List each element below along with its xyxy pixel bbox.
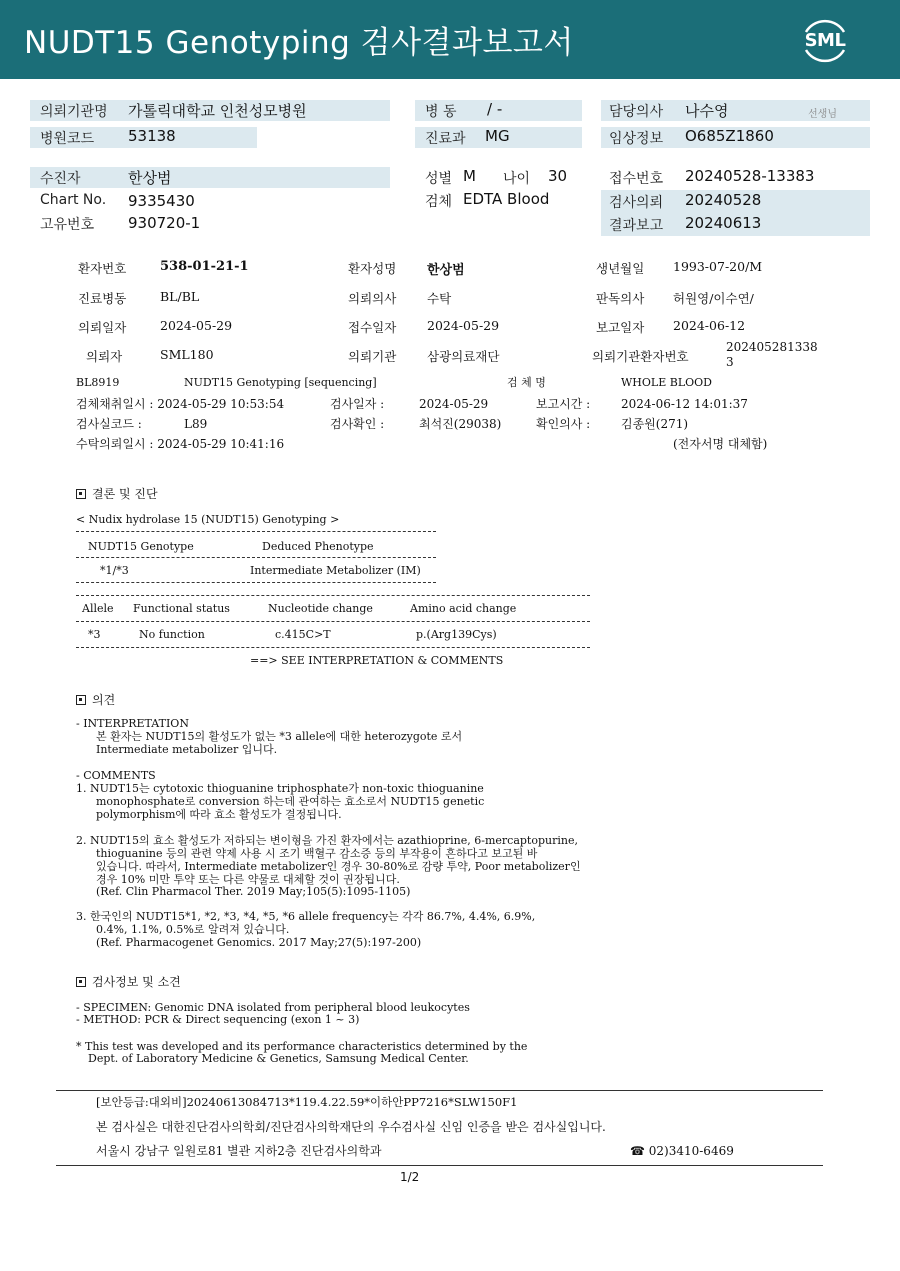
functional-cell: No function: [139, 628, 205, 641]
req-org-label: 의뢰기관명: [40, 104, 108, 120]
doctor-value: 나수영: [685, 102, 729, 120]
clinical-label: 임상정보: [609, 131, 664, 147]
comment-line: 3. 한국인의 NUDT15*1, *2, *3, *4, *5, *6 allele frequency는 각각 86.7%, 4.4%, 6.9%,: [76, 910, 536, 923]
disclaimer-line: Dept. of Laboratory Medicine & Genetics, Samsung Medical Center.: [88, 1052, 469, 1065]
comment-line: thioguanine 등의 관련 약제 사용 시 조기 백혈구 감소증 등의 부작용이 흔하다고 보고된 바: [96, 847, 538, 860]
verify-label: 검사확인 :: [330, 417, 385, 431]
hosp-code-label: 병원코드: [40, 131, 95, 147]
opinion-heading: 의견: [76, 694, 115, 707]
nucleotide-cell: c.415C>T: [275, 628, 331, 641]
functional-col-header: Functional status: [133, 602, 230, 615]
grid-label: 환자성명: [348, 261, 397, 276]
page-number: 1/2: [400, 1170, 420, 1184]
logo-text: SML: [804, 30, 846, 51]
phenotype-value: Intermediate Metabolizer (IM): [250, 564, 421, 577]
interpretation-line: 본 환자는 NUDT15의 활성도가 없는 *3 allele에 대한 heterozygote 로서: [96, 730, 463, 743]
sex-label: 성별: [425, 171, 453, 187]
interpretation-title: - INTERPRETATION: [76, 717, 189, 730]
uid-label: 고유번호: [40, 217, 95, 233]
ward-label: 병 동: [425, 104, 457, 120]
uid-value: 930720-1: [128, 214, 201, 232]
grid-value: BL/BL: [160, 289, 200, 304]
dept-label: 진료과: [425, 131, 466, 147]
specimen-name-value: WHOLE BLOOD: [621, 376, 712, 389]
grid-value: 수탁: [427, 291, 452, 306]
outsource-time: 수탁의뢰일시 : 2024-05-29 10:41:16: [76, 437, 285, 451]
divider: [76, 557, 436, 558]
aminoacid-col-header: Amino acid change: [410, 602, 517, 615]
ward-value: / -: [487, 100, 503, 118]
comment-line: polymorphism에 따라 효소 활성도가 결정됩니다.: [96, 808, 342, 821]
grid-label: 의뢰기관환자번호: [592, 349, 689, 364]
comment-line: 경우 10% 미만 투약 또는 다른 약물로 대체할 것이 권장됩니다.: [96, 873, 400, 886]
section-square-icon: [76, 695, 86, 705]
divider: [76, 647, 590, 648]
req-org-value: 가톨릭대학교 인천성모병원: [128, 102, 307, 120]
phone-line: ☎ 02)3410-6469: [630, 1144, 734, 1158]
grid-label: 환자번호: [78, 261, 127, 276]
hosp-code-value: 53138: [128, 127, 176, 145]
test-code: BL8919: [76, 376, 120, 389]
req-date-value: 20240528: [685, 191, 762, 209]
divider: [76, 595, 590, 596]
divider: [76, 621, 590, 622]
grid-label: 보고일자: [596, 320, 645, 335]
patient-value: 한상범: [128, 169, 172, 187]
grid-label: 진료병동: [78, 291, 127, 306]
accession-value: 20240528-13383: [685, 167, 815, 185]
lab-code-label: 검사실코드 :: [76, 417, 142, 431]
chart-label: Chart No.: [40, 192, 107, 208]
age-value: 30: [548, 167, 568, 185]
specimen-note: - SPECIMEN: Genomic DNA isolated from peripheral blood leukocytes: [76, 1001, 470, 1014]
collect-time: 검체채취일시 : 2024-05-29 10:53:54: [76, 397, 285, 411]
comment-reference: (Ref. Pharmacogenet Genomics. 2017 May;27(5):197-200): [96, 936, 422, 949]
lab-code-value: L89: [184, 417, 208, 431]
genotype-value: *1/*3: [100, 564, 129, 577]
doctor-suffix: 선생님: [808, 109, 837, 120]
footer-top-rule: [56, 1090, 823, 1091]
grid-value: 538-01-21-1: [160, 259, 249, 274]
comment-line: monophosphate로 conversion 하는데 관여하는 효소로서 NUDT15 genetic: [96, 795, 485, 808]
divider: [76, 582, 436, 583]
section-square-icon: [76, 977, 86, 987]
allele-cell: *3: [88, 628, 101, 641]
doctor-label: 담당의사: [609, 104, 664, 120]
grid-label: 의뢰기관: [348, 349, 397, 364]
accession-label: 접수번호: [609, 171, 664, 187]
sml-logo: [796, 12, 854, 68]
grid-value: 삼광의료재단: [427, 349, 500, 364]
interpretation-line: Intermediate metabolizer 입니다.: [96, 743, 278, 756]
report-title: NUDT15 Genotyping 검사결과보고서: [24, 25, 574, 61]
report-date-value: 20240613: [685, 214, 762, 232]
patient-box: [30, 167, 390, 188]
grid-label: 의뢰일자: [78, 320, 127, 335]
disclaimer-line: * This test was developed and its performance characteristics determined by the: [76, 1040, 528, 1053]
test-date-label: 검사일자 :: [330, 397, 385, 411]
specimen-value: EDTA Blood: [463, 190, 550, 208]
grid-label: 접수일자: [348, 320, 397, 335]
comment-line: 0.4%, 1.1%, 0.5%로 알려져 있습니다.: [96, 923, 290, 936]
dept-value: MG: [485, 127, 510, 145]
aminoacid-cell: p.(Arg139Cys): [416, 628, 497, 641]
e-signature-note: (전자서명 대체함): [673, 437, 768, 451]
grid-value: 허원영/이수연/: [673, 291, 754, 306]
req-date-label: 검사의뢰: [609, 195, 664, 211]
grid-value: 202405281338: [726, 340, 818, 354]
patient-label: 수진자: [40, 171, 81, 187]
genotype-col-header: NUDT15 Genotype: [88, 540, 194, 553]
comment-line: 2. NUDT15의 효소 활성도가 저하되는 변이형을 가진 환자에서는 azathioprine, 6-mercaptopurine,: [76, 834, 578, 847]
grid-value-wrap: 3: [726, 355, 734, 369]
grid-value: SML180: [160, 347, 214, 362]
divider: [76, 531, 436, 532]
see-interpretation-note: ==> SEE INTERPRETATION & COMMENTS: [250, 654, 504, 667]
age-label: 나이: [503, 171, 531, 187]
grid-value: 2024-05-29: [160, 318, 233, 333]
verify-value: 최석진(29038): [419, 417, 502, 431]
footer-bottom-rule: [56, 1165, 823, 1166]
comment-reference: (Ref. Clin Pharmacol Ther. 2019 May;105(5):1095-1105): [96, 885, 411, 898]
specimen-label: 검체: [425, 194, 453, 210]
grid-label: 의뢰자: [86, 349, 123, 364]
grid-label: 생년월일: [596, 261, 645, 276]
chart-value: 9335430: [128, 192, 195, 210]
comments-title: - COMMENTS: [76, 769, 156, 782]
confirm-doctor-value: 김종원(271): [621, 417, 689, 431]
method-note: - METHOD: PCR & Direct sequencing (exon 1 ~ 3): [76, 1013, 360, 1026]
testinfo-heading: 검사정보 및 소견: [76, 976, 181, 989]
sex-value: M: [463, 167, 476, 185]
test-date-value: 2024-05-29: [419, 397, 489, 411]
grid-value: 한상범: [427, 263, 465, 278]
nucleotide-col-header: Nucleotide change: [268, 602, 373, 615]
phenotype-col-header: Deduced Phenotype: [262, 540, 374, 553]
conclusion-heading: 결론 및 진단: [76, 488, 158, 501]
conclusion-title: < Nudix hydrolase 15 (NUDT15) Genotyping >: [76, 513, 340, 526]
certification-line: 본 검사실은 대한진단검사의학회/진단검사의학재단의 우수검사실 신임 인증을 받은 검사실입니다.: [96, 1120, 606, 1134]
specimen-name-label: 검 체 명: [507, 376, 546, 389]
confirm-doctor-label: 확인의사 :: [536, 417, 591, 431]
report-date-label: 결과보고: [609, 218, 664, 234]
grid-label: 의뢰의사: [348, 291, 397, 306]
section-square-icon: [76, 489, 86, 499]
comment-line: 1. NUDT15는 cytotoxic thioguanine triphosphate가 non-toxic thioguanine: [76, 782, 484, 795]
report-time-label: 보고시간 :: [536, 397, 591, 411]
address-line: 서울시 강남구 일원로81 별관 지하2층 진단검사의학과: [96, 1144, 382, 1158]
grid-value: 1993-07-20/M: [673, 259, 763, 274]
allele-col-header: Allele: [82, 602, 114, 615]
grid-value: 2024-06-12: [673, 318, 746, 333]
comment-line: 있습니다. 따라서, Intermediate metabolizer인 경우 30-80%로 감량 투약, Poor metabolizer인: [96, 860, 581, 873]
clinical-value: O685Z1860: [685, 127, 774, 145]
grid-value: 2024-05-29: [427, 318, 500, 333]
grid-label: 판독의사: [596, 291, 645, 306]
security-line: [보안등급:대외비]20240613084713*119.4.22.59*이하안PP7216*SLW150F1: [96, 1095, 518, 1109]
report-time-value: 2024-06-12 14:01:37: [621, 397, 748, 411]
test-name: NUDT15 Genotyping [sequencing]: [184, 376, 377, 389]
